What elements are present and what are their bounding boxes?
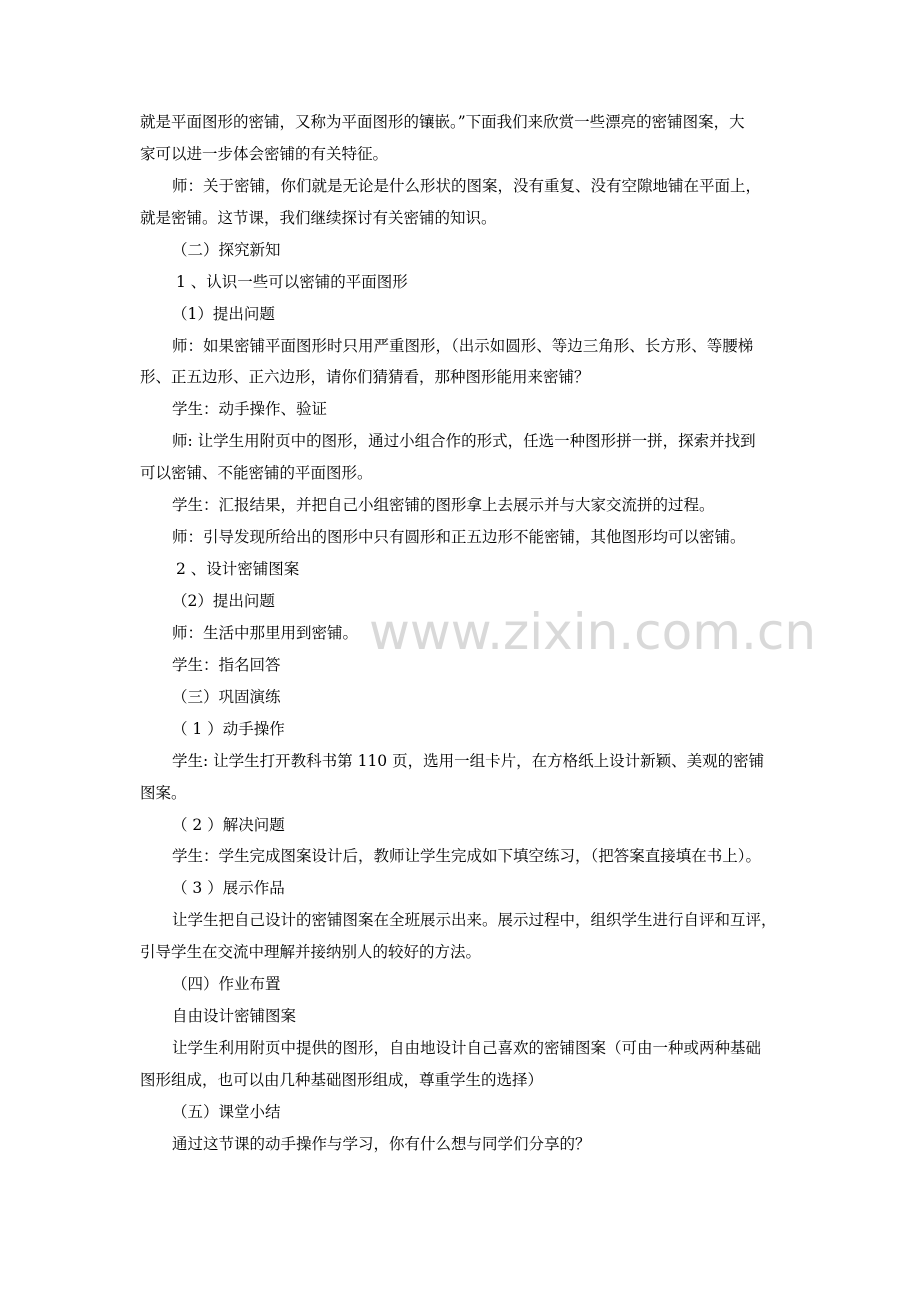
section-heading: （二）探究新知	[172, 241, 281, 259]
paragraph-line: 师：关于密铺，你们就是无论是什么形状的图案，没有重复、没有空隙地铺在平面上，	[172, 177, 762, 195]
paragraph-line: 师: 让学生用附页中的图形，通过小组合作的形式，任选一种图形拼一拼，探索并找到	[172, 432, 756, 450]
paragraph-line: 师：如果密铺平面图形时只用严重图形，（出示如圆形、等边三角形、长方形、等腰梯	[172, 337, 754, 355]
paragraph-line: 师：引导发现所给出的图形中只有圆形和正五边形不能密铺，其他图形均可以密铺。	[172, 528, 746, 546]
paragraph-line: 让学生利用附页中提供的图形，自由地设计自己喜欢的密铺图案（可由一种或两种基础	[172, 1039, 762, 1057]
section-heading: （三）巩固演练	[172, 688, 281, 706]
subsection-heading: （ 2 ）解决问题	[172, 816, 285, 834]
paragraph-line: 师：生活中那里用到密铺。	[172, 624, 359, 642]
paragraph-line: 学生：动手操作、验证	[172, 400, 328, 418]
subsection-heading: （1）提出问题	[172, 305, 275, 323]
paragraph-line: 引导学生在交流中理解并接纳别人的较好的方法。	[140, 943, 482, 961]
subsection-heading: 1 、认识一些可以密铺的平面图形	[176, 273, 408, 291]
paragraph-line: 通过这节课的动手操作与学习，你有什么想与同学们分享的？	[172, 1135, 591, 1153]
watermark: www.zixin.com.cn	[369, 603, 817, 661]
paragraph-line: 学生: 让学生打开教科书第 110 页，选用一组卡片，在方格纸上设计新颖、美观的密铺	[172, 752, 765, 770]
section-heading: （四）作业布置	[172, 975, 281, 993]
paragraph-line: 家可以进一步体会密铺的有关特征。	[140, 145, 389, 163]
section-heading: （五）课堂小结	[172, 1103, 281, 1121]
paragraph-line: 学生：汇报结果，并把自己小组密铺的图形拿上去展示并与大家交流拼的过程。	[172, 496, 715, 514]
paragraph-line: 就是平面图形的密铺，又称为平面图形的镶嵌。”下面我们来欣赏一些漂亮的密铺图案，大	[140, 113, 745, 131]
subsection-heading: （ 3 ）展示作品	[172, 879, 285, 897]
paragraph-line: 图形组成，也可以由几种基础图形组成，尊重学生的选择）	[140, 1071, 544, 1089]
paragraph-line: 可以密铺、不能密铺的平面图形。	[140, 464, 373, 482]
subsection-heading: （ 1 ）动手操作	[172, 720, 285, 738]
paragraph-line: 形、正五边形、正六边形，请你们猜猜看，那种图形能用来密铺？	[140, 368, 590, 386]
paragraph-line: 图案。	[140, 784, 187, 802]
subsection-heading: （2）提出问题	[172, 592, 275, 610]
subsection-heading: 2 、设计密铺图案	[176, 560, 300, 578]
paragraph-line: 自由设计密铺图案	[172, 1007, 297, 1025]
paragraph-line: 学生：学生完成图案设计后，教师让学生完成如下填空练习，（把答案直接填在书上）。	[172, 847, 762, 865]
paragraph-line: 就是密铺。这节课，我们继续探讨有关密铺的知识。	[140, 209, 497, 227]
paragraph-line: 让学生把自己设计的密铺图案在全班展示出来。展示过程中，组织学生进行自评和互评，	[172, 911, 777, 929]
paragraph-line: 学生：指名回答	[172, 656, 281, 674]
